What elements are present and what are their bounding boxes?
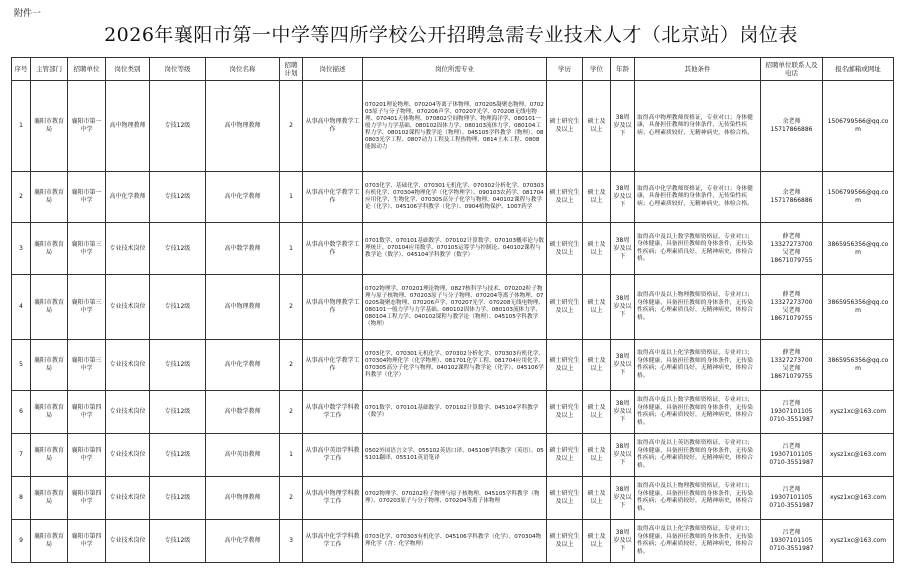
cell-desc: 从事高中化学教学工作 <box>303 340 363 391</box>
cell-unit: 襄阳市第一中学 <box>68 172 106 223</box>
table-row <box>12 223 894 275</box>
table-header-row <box>12 58 894 81</box>
contact-line: 吕老师 <box>782 400 801 407</box>
cell-age: 38周岁及以下 <box>611 434 635 477</box>
cell-education: 硕士研究生及以上 <box>547 340 583 391</box>
cell-email: 3865956356@qq.com <box>823 340 894 391</box>
header-cell: 岗位描述 <box>303 58 363 81</box>
cell-email: 3865956356@qq.com <box>823 275 894 340</box>
cell-major: 0703化学、070301无机化学、070302分析化学、070303有机化学、070304物理化学（化学物理）、081701化学工程、081704应用化学、070305高分子化学与物理、040102课程与教学论（化学）、045106学科教学（化学） <box>363 340 547 391</box>
cell-plan: 2 <box>280 340 303 391</box>
cell-seq: 8 <box>12 477 31 520</box>
cell-contact <box>761 223 823 275</box>
contact-line: 薛老师 <box>782 232 801 240</box>
cell-unit: 襄阳市第四中学 <box>68 477 106 520</box>
table-row <box>12 391 894 434</box>
page-title: 2026年襄阳市第一中学等四所学校公开招聘急需专业技术人才（北京站）岗位表 <box>104 24 798 46</box>
header-cell: 岗位类别 <box>106 58 150 81</box>
header-cell: 岗位名称 <box>206 58 280 81</box>
cell-major: 070201理论物理、070204等离子体物理、070205凝聚态物理、070203原子与分子物理、070206声学、070207光学、070208无线电物理、070401天体物理、070802空间物理学、物理海洋学、080101一般力学与力学基础、080102固体力学、080103流体力学、080104工程力学、080102课程与教学论（物理）、045105学科教学（物理）、080803光学工程、0807动力工程及工程热物理、0814土木工程、0808能源动力 <box>363 81 547 172</box>
cell-unit: 襄阳市第三中学 <box>68 275 106 340</box>
contact-line: 0710-3551987 <box>769 502 814 509</box>
cell-dept: 襄阳市教育局 <box>31 434 68 477</box>
cell-plan: 2 <box>280 81 303 172</box>
cell-contact <box>761 275 823 340</box>
cell-conditions: 取得高中及以上化学教师资格证，专业对口；身体健康，具备担任教师的身体条件，无传染性疾病；心理素质良好，无精神病史，体检合格。 <box>635 340 761 391</box>
cell-age: 38周岁及以下 <box>611 391 635 434</box>
attachment-label: 附件一 <box>14 9 42 19</box>
cell-unit: 襄阳市第四中学 <box>68 520 106 563</box>
cell-post: 高中数学教师 <box>206 391 280 434</box>
cell-plan: 1 <box>280 172 303 223</box>
cell-level: 专技12级 <box>150 520 206 563</box>
contact-line: 19307101105 <box>770 451 813 458</box>
header-cell: 主管部门 <box>31 58 68 81</box>
cell-dept: 襄阳市教育局 <box>31 275 68 340</box>
cell-category: 高中物理教师 <box>106 81 150 172</box>
cell-seq: 9 <box>12 520 31 563</box>
cell-unit: 襄阳市第四中学 <box>68 434 106 477</box>
cell-degree: 硕士及以上 <box>583 81 611 172</box>
recruitment-table <box>11 57 894 563</box>
table-row <box>12 81 894 172</box>
cell-post: 高中英语教师 <box>206 434 280 477</box>
contact-line: 13327273700 <box>770 240 813 248</box>
cell-desc: 从事高中数学教学工作 <box>303 223 363 275</box>
contact-line: 19307101105 <box>770 408 813 415</box>
cell-plan: 2 <box>280 477 303 520</box>
cell-level: 专技12级 <box>150 477 206 520</box>
cell-major: 0701数学、070101基础数学、070102计算数学、070103概率论与数理统计、070104应用数学、070105运筹学与控制论、040102课程与教学论（数学）、045104学科教学（数学） <box>363 223 547 275</box>
cell-degree: 硕士及以上 <box>583 520 611 563</box>
table-row <box>12 434 894 477</box>
contact-line: 0710-3551987 <box>769 459 814 466</box>
contact-line: 薛老师 <box>782 291 801 298</box>
cell-major: 0703化学、基础化学、070301无机化学、070302分析化学、070303有机化学、070304物理化学（化学物理学）、090103农药学、081704应用化学、生物化学、070305高分子化学与物理、040102课程与教学论（化学）、045106学科教学（化学）、0904植物保护、1007药学 <box>363 172 547 223</box>
cell-age: 38周岁及以下 <box>611 223 635 275</box>
cell-level: 专技12级 <box>150 391 206 434</box>
cell-contact <box>761 340 823 391</box>
cell-seq: 6 <box>12 391 31 434</box>
contact-line: 吴老师 <box>782 365 801 372</box>
table-row <box>12 477 894 520</box>
cell-category: 专业技术岗位 <box>106 477 150 520</box>
cell-desc: 从事高中化学学科教学工作 <box>303 520 363 563</box>
cell-category: 专业技术岗位 <box>106 434 150 477</box>
cell-conditions: 取得高中及以上物理教师资格证，专业对口；身体健康，具备担任教师的身体条件，无传染性疾病；心理素质较好，无精神病史，体检合格。 <box>635 477 761 520</box>
header-cell: 其他条件 <box>635 58 761 81</box>
cell-seq: 3 <box>12 223 31 275</box>
cell-seq: 4 <box>12 275 31 340</box>
cell-degree: 硕士及以上 <box>583 275 611 340</box>
cell-conditions: 取得高中及以上物理教师资格证，专业对口；身体健康，具备担任教师的身体条件，无传染性疾病；心理素质良好，无精神病史，体检合格。 <box>635 275 761 340</box>
contact-line: 18671079755 <box>770 315 813 322</box>
contact-line: 15717866886 <box>770 126 813 133</box>
header-cell: 岗位所需专业 <box>363 58 547 81</box>
cell-level: 专技12级 <box>150 340 206 391</box>
cell-level: 专技12级 <box>150 434 206 477</box>
contact-line: 余老师 <box>782 118 801 125</box>
contact-line: 薛老师 <box>782 349 801 356</box>
cell-post: 高中化学教师 <box>206 520 280 563</box>
cell-education: 硕士研究生及以上 <box>547 223 583 275</box>
cell-seq: 5 <box>12 340 31 391</box>
cell-degree: 硕士及以上 <box>583 391 611 434</box>
cell-contact <box>761 81 823 172</box>
cell-level: 专技12级 <box>150 81 206 172</box>
cell-conditions: 取得高中及以上数学教师资格证，专业对口；身体健康，具备担任教师的身体条件，无传染性疾病；心理素质良好，无精神病史，体检合格。 <box>635 223 761 275</box>
cell-education: 硕士研究生及以上 <box>547 172 583 223</box>
cell-post: 高中数学教师 <box>206 223 280 275</box>
cell-email: xysz1xc@163.com <box>823 477 894 520</box>
cell-desc: 从事高中化学教学工作 <box>303 172 363 223</box>
cell-category: 专业技术岗位 <box>106 340 150 391</box>
cell-desc: 从事高中物理教学工作 <box>303 275 363 340</box>
cell-age: 38周岁及以下 <box>611 520 635 563</box>
header-cell: 岗位等级 <box>150 58 206 81</box>
cell-conditions: 取得高中及以上化学教师资格证，专业对口；身体健康，具备担任教师的身体条件，无传染性疾病；心理素质较好，无精神病史，体检合格。 <box>635 520 761 563</box>
header-cell: 学历 <box>547 58 583 81</box>
cell-age: 38周岁及以下 <box>611 275 635 340</box>
cell-education: 硕士研究生及以上 <box>547 391 583 434</box>
cell-level: 专技12级 <box>150 172 206 223</box>
cell-post: 高中物理教师 <box>206 477 280 520</box>
cell-education: 硕士研究生及以上 <box>547 477 583 520</box>
contact-line: 15717866886 <box>770 197 813 204</box>
cell-email: 1506799566@qq.com <box>823 172 894 223</box>
cell-major: 0702物理学、070201理论物理、0827核科学与技术、070202粒子物理与原子核物理、070203原子与分子物理、070204等离子体物理、070205凝聚态物理、070206声学、070207光学、070208无线电物理、080101一般力学与力学基础、080102固体力学、080103流体力学、080104工程力学、040102课程与教学论（物理）、045105学科教学（物理） <box>363 275 547 340</box>
cell-contact <box>761 172 823 223</box>
contact-line: 19307101105 <box>770 537 813 544</box>
cell-desc: 从事高中英语学科教学工作 <box>303 434 363 477</box>
cell-email: 3865956356@qq.com <box>823 223 894 275</box>
cell-seq: 2 <box>12 172 31 223</box>
contact-line: 吕老师 <box>782 529 801 536</box>
cell-plan: 3 <box>280 520 303 563</box>
cell-contact <box>761 391 823 434</box>
cell-contact <box>761 520 823 563</box>
cell-desc: 从事高中数学学科教学工作 <box>303 391 363 434</box>
cell-conditions: 取得高中及以上英语教师资格证，专业对口；身体健康，具备担任教师的身体条件，无传染性疾病；心理素质较好，无精神病史，体检合格。 <box>635 434 761 477</box>
cell-dept: 襄阳市教育局 <box>31 477 68 520</box>
cell-dept: 襄阳市教育局 <box>31 172 68 223</box>
cell-unit: 襄阳市第三中学 <box>68 223 106 275</box>
contact-line: 0710-3551987 <box>769 416 814 423</box>
cell-category: 专业技术岗位 <box>106 391 150 434</box>
cell-education: 硕士研究生及以上 <box>547 434 583 477</box>
header-cell: 招聘计划 <box>280 58 303 81</box>
table-row <box>12 275 894 340</box>
header-cell: 报名邮箱或网址 <box>823 58 894 81</box>
cell-plan: 2 <box>280 275 303 340</box>
header-cell: 学位 <box>583 58 611 81</box>
contact-line: 吕老师 <box>782 443 801 450</box>
cell-level: 专技12级 <box>150 223 206 275</box>
cell-category: 专业技术岗位 <box>106 520 150 563</box>
cell-email: xysz1xc@163.com <box>823 391 894 434</box>
cell-degree: 硕士及以上 <box>583 477 611 520</box>
header-cell: 招聘单位联系人及电话 <box>761 58 823 81</box>
cell-post: 高中物理教师 <box>206 275 280 340</box>
cell-degree: 硕士及以上 <box>583 340 611 391</box>
cell-major: 0702物理学、070202粒子物理与原子核物理、045105学科教学（物理）、070203原子与分子物理、070204等离子体物理 <box>363 477 547 520</box>
contact-line: 18671079755 <box>770 373 813 380</box>
cell-desc: 从事高中物理学科教学工作 <box>303 477 363 520</box>
header-cell: 年龄 <box>611 58 635 81</box>
cell-age: 38周岁及以下 <box>611 172 635 223</box>
cell-plan: 1 <box>280 434 303 477</box>
contact-line: 13327273700 <box>770 299 813 306</box>
cell-seq: 1 <box>12 81 31 172</box>
cell-email: 1506799566@qq.com <box>823 81 894 172</box>
cell-age: 38周岁及以下 <box>611 477 635 520</box>
cell-degree: 硕士及以上 <box>583 434 611 477</box>
cell-dept: 襄阳市教育局 <box>31 81 68 172</box>
contact-line: 吴老师 <box>782 248 801 256</box>
cell-degree: 硕士及以上 <box>583 223 611 275</box>
cell-conditions: 取得高中及以上数学教师资格证，专业对口；身体健康，具备担任教师的身体条件，无传染性疾病；心理素质较好，无精神病史，体检合格。 <box>635 391 761 434</box>
cell-plan: 1 <box>280 223 303 275</box>
cell-major: 0701数学、070101基础数学、070102计算数学、045104学科教学（数学） <box>363 391 547 434</box>
cell-degree: 硕士及以上 <box>583 172 611 223</box>
cell-post: 高中化学教师 <box>206 340 280 391</box>
cell-plan: 2 <box>280 391 303 434</box>
cell-education: 硕士研究生及以上 <box>547 520 583 563</box>
cell-email: xysz1xc@163.com <box>823 520 894 563</box>
cell-conditions: 取得高中物理教师资格证，专业对口；身体健康，具备担任教师的身体条件，无传染性疾病；心理素质较好，无精神病史，体检合格。 <box>635 81 761 172</box>
contact-line: 18671079755 <box>770 256 813 264</box>
cell-category: 专业技术岗位 <box>106 275 150 340</box>
cell-level: 专技12级 <box>150 275 206 340</box>
cell-unit: 襄阳市第四中学 <box>68 391 106 434</box>
cell-dept: 襄阳市教育局 <box>31 520 68 563</box>
cell-email: xysz1xc@163.com <box>823 434 894 477</box>
cell-contact <box>761 477 823 520</box>
contact-line: 0710-3551987 <box>769 545 814 552</box>
cell-unit: 襄阳市第一中学 <box>68 81 106 172</box>
cell-desc: 从事高中物理教学工作 <box>303 81 363 172</box>
cell-age: 38周岁及以下 <box>611 340 635 391</box>
table-row <box>12 172 894 223</box>
cell-dept: 襄阳市教育局 <box>31 340 68 391</box>
cell-unit: 襄阳市第三中学 <box>68 340 106 391</box>
contact-line: 吴老师 <box>782 307 801 314</box>
contact-line: 13327273700 <box>770 357 813 364</box>
cell-dept: 襄阳市教育局 <box>31 223 68 275</box>
header-cell: 招聘单位 <box>68 58 106 81</box>
contact-line: 余老师 <box>782 189 801 196</box>
cell-post: 高中化学教师 <box>206 172 280 223</box>
cell-education: 硕士研究生及以上 <box>547 81 583 172</box>
cell-conditions: 取得高中化学教师资格证，专业对口；身体健康，具备担任教师的身体条件，无传染性疾病；心理素质较好，无精神病史，体检合格。 <box>635 172 761 223</box>
cell-dept: 襄阳市教育局 <box>31 391 68 434</box>
contact-line: 19307101105 <box>770 494 813 501</box>
cell-age: 38周岁及以下 <box>611 81 635 172</box>
table-row <box>12 340 894 391</box>
cell-major: 0502外国语言文学、055102英语口译、045108学科教学（英语）、055101翻译、055101英语笔译 <box>363 434 547 477</box>
cell-education: 硕士研究生及以上 <box>547 275 583 340</box>
cell-seq: 7 <box>12 434 31 477</box>
cell-contact <box>761 434 823 477</box>
contact-line: 吕老师 <box>782 486 801 493</box>
cell-category: 专业技术岗位 <box>106 223 150 275</box>
cell-major: 0703化学、070303有机化学、045106学科教学（化学）、070304物理化学（含：化学物理） <box>363 520 547 563</box>
cell-post: 高中物理教师 <box>206 81 280 172</box>
header-cell: 序号 <box>12 58 31 81</box>
cell-category: 高中化学教师 <box>106 172 150 223</box>
table-row <box>12 520 894 563</box>
